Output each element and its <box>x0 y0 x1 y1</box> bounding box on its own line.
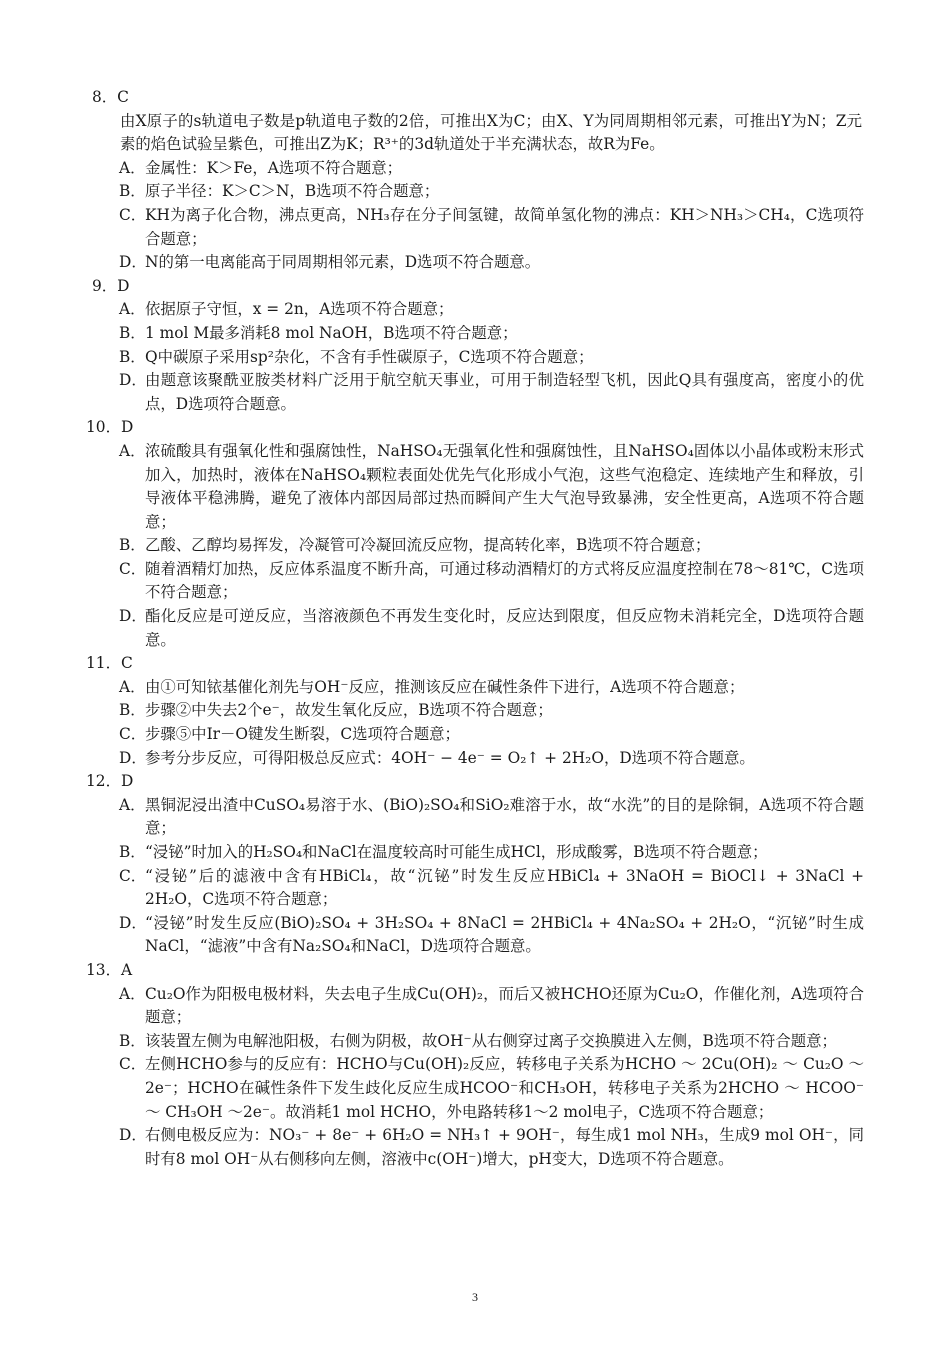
option-text: 参考分步反应，可得阳极总反应式：4OH⁻ − 4e⁻ = O₂↑ + 2H₂O，D选项不符合题意。 <box>145 748 755 767</box>
option-letter: A． <box>119 441 146 460</box>
option-letter: B． <box>119 323 146 342</box>
option-letter: B． <box>119 536 146 555</box>
option-row <box>0 558 950 605</box>
option-text: 浓硫酸具有强氧化性和强腐蚀性，NaHSO₄无强氧化性和强腐蚀性，且NaHSO₄固体以小晶体或粉末形式加入，加热时，液体在NaHSO₄颗粒表面处优先气化形成小气泡，这些气泡稳定、连续地产生和释放，引导液体平稳沸腾，避免了液体内部因局部过热而瞬间产生大气泡导致暴沸，安全性更高，A选项不符合题意； <box>145 441 864 531</box>
option-letter: C． <box>119 1055 147 1074</box>
option-letter: A． <box>119 300 146 319</box>
question-number: 8．C <box>92 88 129 106</box>
option-letter: A． <box>119 158 146 177</box>
option-text: 该装置左侧为电解池阳极，右侧为阴极，故OH⁻从右侧穿过离子交换膜进入左侧，B选项不符合题意； <box>145 1031 837 1050</box>
option-row <box>0 204 950 251</box>
option-text: 右侧电极反应为：NO₃⁻ + 8e⁻ + 6H₂O = NH₃↑ + 9OH⁻，每生成1 mol NH₃，生成9 mol OH⁻，同时有8 mol OH⁻从右侧移向左侧，溶液中c(OH⁻)增大，pH变大，D选项不符合题意。 <box>145 1126 864 1168</box>
option-row <box>0 1053 950 1124</box>
option-text: 金属性：K＞Fe，A选项不符合题意； <box>145 158 403 177</box>
option-letter: B． <box>119 843 146 861</box>
option-letter: C． <box>119 725 147 744</box>
option-letter: A． <box>119 795 146 814</box>
option-row <box>0 723 950 747</box>
option-letter: A． <box>119 677 146 696</box>
option-text: N的第一电离能高于同周期相邻元素，D选项不符合题意。 <box>145 253 541 272</box>
option-row <box>0 346 950 370</box>
option-text: “浸铋”时发生反应(BiO)₂SO₄ + 3H₂SO₄ + 8NaCl = 2HBiCl₄ + 4Na₂SO₄ + 2H₂O，“沉铋”时生成NaCl，“滤液”中含有Na₂SO₄和NaCl，D选项符合题意。 <box>145 913 864 956</box>
option-row <box>0 534 950 558</box>
option-letter: C． <box>119 866 147 885</box>
question-number: 10．D <box>86 418 134 437</box>
option-letter: A． <box>119 984 146 1003</box>
option-letter: B． <box>119 1031 146 1050</box>
option-row <box>0 157 950 181</box>
question-number: 9．D <box>92 276 130 295</box>
option-row <box>0 298 950 322</box>
option-row <box>0 912 950 959</box>
question-number: 12．D <box>86 772 134 791</box>
option-text: 乙酸、乙醇均易挥发，冷凝管可冷凝回流反应物，提高转化率，B选项不符合题意； <box>145 536 711 555</box>
answer-list <box>0 86 950 1171</box>
option-row <box>0 1030 950 1054</box>
option-row <box>0 699 950 723</box>
option-letter: D． <box>119 371 147 390</box>
option-letter: D． <box>119 253 147 272</box>
option-row <box>0 983 950 1030</box>
option-letter: B． <box>119 701 146 720</box>
option-row <box>0 676 950 700</box>
option-text: “浸铋”后的滤液中含有HBiCl₄，故“沉铋”时发生反应HBiCl₄ + 3NaOH = BiOCl↓ + 3NaCl + 2H₂O，C选项不符合题意； <box>145 866 864 909</box>
option-text: 黑铜泥浸出渣中CuSO₄易溶于水、(BiO)₂SO₄和SiO₂难溶于水，故“水洗”的目的是除铜，A选项不符合题意； <box>145 795 864 838</box>
option-letter: C． <box>119 205 147 224</box>
option-text: 由①可知铱基催化剂先与OH⁻反应，推测该反应在碱性条件下进行，A选项不符合题意； <box>145 677 745 696</box>
question-explanation: 由X原子的s轨道电子数是p轨道电子数的2倍，可推出X为C；由X、Y为同周期相邻元素，可推出Y为N；Z元素的焰色试验呈紫色，可推出Z为K；R³⁺的3d轨道处于半充满状态，故R为Fe。 <box>120 111 862 154</box>
option-letter: C． <box>119 559 147 578</box>
option-row <box>0 251 950 275</box>
option-letter: D． <box>119 748 147 767</box>
option-text: KH为离子化合物，沸点更高，NH₃存在分子间氢键，故简单氢化物的沸点：KH＞NH₃＞CH₄，C选项符合题意； <box>145 205 864 248</box>
option-row <box>0 369 950 416</box>
option-row <box>0 605 950 652</box>
option-text: 酯化反应是可逆反应，当溶液颜色不再发生变化时，反应达到限度，但反应物未消耗完全，D选项符合题意。 <box>145 607 864 649</box>
option-letter: D． <box>119 913 147 932</box>
option-text: 步骤②中失去2个e⁻，故发生氧化反应，B选项不符合题意； <box>145 701 553 720</box>
option-text: Cu₂O作为阳极电极材料，失去电子生成Cu(OH)₂，而后又被HCHO还原为Cu₂O，作催化剂，A选项符合题意； <box>145 984 864 1027</box>
page-number: 3 <box>472 1290 478 1304</box>
option-letter: D． <box>119 607 147 626</box>
option-row <box>0 747 950 771</box>
option-row <box>0 841 950 865</box>
option-text: 由题意该聚酰亚胺类材料广泛用于航空航天事业，可用于制造轻型飞机，因此Q具有强度高，密度小的优点，D选项符合题意。 <box>145 371 864 413</box>
question-number: 11．C <box>86 654 133 673</box>
option-text: 原子半径：K＞C＞N，B选项不符合题意； <box>145 182 440 201</box>
option-letter: D． <box>119 1126 147 1145</box>
option-text: 左侧HCHO参与的反应有：HCHO与Cu(OH)₂反应，转移电子关系为HCHO ～ 2Cu(OH)₂ ～ Cu₂O ～2e⁻；HCHO在碱性条件下发生歧化反应生成HCOO⁻和CH₃OH，转移电子关系为2HCHO ～ HCOO⁻～ CH₃OH ～2e⁻。故消耗1 mol HCHO，外电路转移1～2 mol电子，C选项不符合题意； <box>145 1055 864 1121</box>
option-letter: B． <box>119 347 146 366</box>
question-number: 13．A <box>86 960 133 979</box>
option-row <box>0 322 950 346</box>
option-text: Q中碳原子采用sp²杂化，不含有手性碳原子，C选项不符合题意； <box>145 347 594 366</box>
option-text: “浸铋”时加入的H₂SO₄和NaCl在温度较高时可能生成HCl，形成酸雾，B选项不符合题意； <box>145 843 768 861</box>
option-row <box>0 865 950 912</box>
option-letter: B． <box>119 182 146 201</box>
option-text: 1 mol M最多消耗8 mol NaOH，B选项不符合题意； <box>145 323 518 342</box>
option-text: 依据原子守恒，x = 2n，A选项不符合题意； <box>145 300 454 319</box>
option-row <box>0 180 950 204</box>
option-text: 随着酒精灯加热，反应体系温度不断升高，可通过移动酒精灯的方式将反应温度控制在78～81℃，C选项不符合题意； <box>145 559 864 602</box>
option-row <box>0 1124 950 1171</box>
option-row <box>0 794 950 841</box>
option-text: 步骤⑤中Ir－O键发生断裂，C选项符合题意； <box>145 725 460 744</box>
option-row <box>0 440 950 534</box>
